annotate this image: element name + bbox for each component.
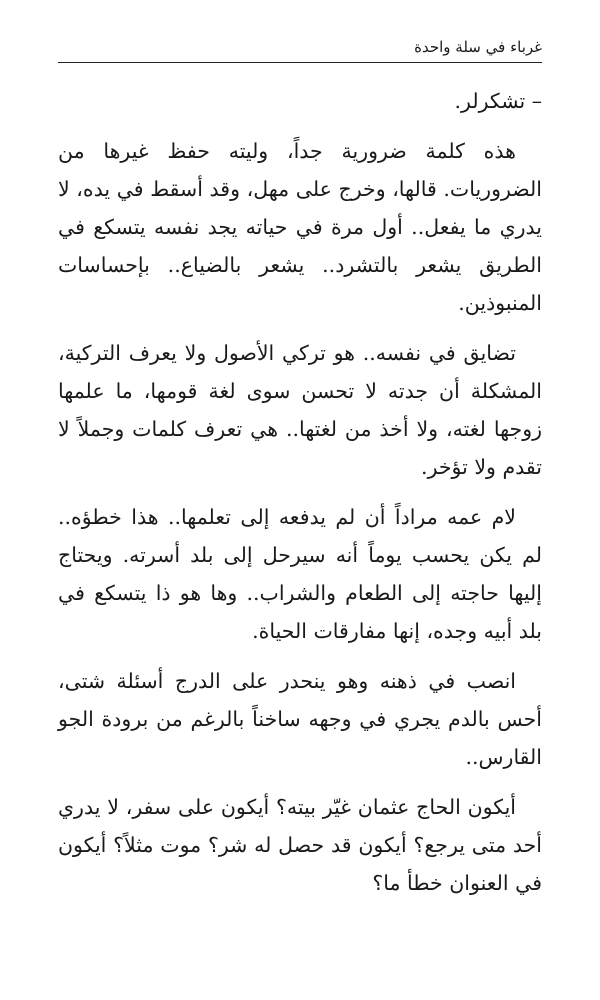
paragraph: تضايق في نفسه.. هو تركي الأصول ولا يعرف التركية، المشكلة أن جدته لا تحسن سوى لغة قومها، ما علمها زوجها لغته، ولا أخذ من لغتها.. هي تعرف كلمات وجملاً لا تقدم ولا تؤخر. bbox=[58, 341, 542, 479]
body-text bbox=[58, 82, 542, 914]
paragraph: انصب في ذهنه وهو ينحدر على الدرج أسئلة شتى، أحس بالدم يجري في وجهه ساخناً بالرغم من برودة الجو القارس.. bbox=[58, 669, 542, 769]
running-header bbox=[58, 36, 542, 63]
running-title: غرباء في سلة واحدة bbox=[414, 38, 542, 56]
paragraph: أيكون الحاج عثمان غيّر بيته؟ أيكون على سفر، لا يدري أحد متى يرجع؟ أيكون قد حصل له شر؟ موت مثلاً؟ أيكون في العنوان خطأ ما؟ bbox=[58, 795, 542, 895]
paragraph-dialogue: – تشكرلر. bbox=[454, 89, 542, 113]
paragraph: لام عمه مراداً أن لم يدفعه إلى تعلمها.. هذا خطؤه.. لم يكن يحسب يوماً أنه سيرحل إلى بلد أسرته. ويحتاج إليها حاجته إلى الطعام والشراب.. وها هو ذا يتسكع في بلد أبيه وجده، إنها مفارقات الحياة. bbox=[58, 505, 542, 643]
paragraph: هذه كلمة ضرورية جداً، وليته حفظ غيرها من الضروريات. قالها، وخرج على مهل، وقد أسقط في يده، لا يدري ما يفعل.. أول مرة في حياته يجد نفسه يتسكع في الطريق يشعر بالتشرد.. يشعر بالضياع.. بإحساسات المنبوذين. bbox=[58, 139, 542, 315]
